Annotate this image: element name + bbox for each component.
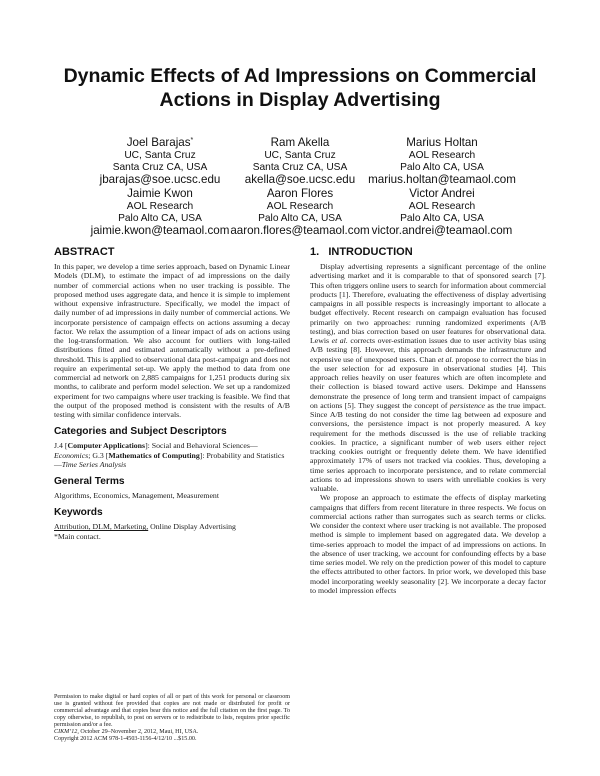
author-affiliation: AOL Research [408,201,476,212]
category-economics: Economics [54,450,89,460]
permission-notice [54,694,290,743]
introduction-heading: 1. INTRODUCTION [310,246,413,258]
author-affiliation: AOL Research [126,201,194,212]
author-affiliation: AOL Research [408,150,476,161]
paper-title [40,64,560,112]
author-location: Palo Alto CA, USA [118,212,202,224]
author-name: Jaimie Kwon [127,187,193,200]
author-email[interactable]: aaron.flores@teamaol.com [230,224,370,237]
author-name: Victor Andrei [409,187,475,200]
right-column [310,246,546,595]
author-name: Joel Barajas [126,136,191,149]
author-location: Santa Cruz CA, USA [112,161,208,173]
author-location: Palo Alto CA, USA [400,161,484,173]
category-time-series-analysis: Time Series Analysis [61,459,127,469]
permission-text: Permission to make digital or hard copies of all or part of this work for personal or classroom use is granted without fee provided that copies are not made or distributed for profit or commercial advantage and that copies bear this notice and the full citation on the first page. To copy otherwise, to republish, to post on servers or to redistribute to lists, requires prior specific permission and/or a fee. [54,694,290,729]
categories-heading: Categories and Subject Descriptors [54,426,227,438]
category-computer-applications: Computer Applications [67,441,146,451]
author-email[interactable]: jbarajas@soe.ucsc.edu [99,173,221,186]
author-name: Ram Akella [270,136,330,149]
keywords-heading: Keywords [54,507,103,519]
keywords-text: Attribution, DLM, Marketing, Online Display Advertising [54,522,236,532]
author-location: Santa Cruz CA, USA [252,161,348,173]
introduction-text [310,262,546,595]
author-affiliation: UC, Santa Cruz [124,150,196,161]
introduction-paragraph-2: We propose an approach to estimate the effects of display marketing campaigns that differs from recent literature in three respects. We focus on commercial actions rather than surrogates such as search terms or clicks. We consider the context where user tracking is not available. The proposed method is simple to implement based on aggregated data. We develop a time-series approach to model the impact of ad impressions on actions. In the absence of user tracking, we account for confounding effects by a base time series model. We rely on the prediction power of this model to capture the effects attributed to other factors. In prior work, we developed this base model incorporating weekly seasonality [2]. We incorporate a decay factor to model impression effects [310,493,546,595]
main-contact-footnote: *Main contact. [54,531,101,541]
venue-line: CIKM’12, October 29–November 2, 2012, Maui, HI, USA. [54,729,199,736]
title-line-1: Dynamic Effects of Ad Impressions on Commercial [63,65,537,87]
author-email[interactable]: jaimie.kwon@teamaol.com [90,224,230,237]
author-email[interactable]: marius.holtan@teamaol.com [368,173,516,186]
keywords-link[interactable]: Attribution, DLM, Marketing, [54,522,149,532]
author-email[interactable]: akella@soe.ucsc.edu [244,173,356,186]
abstract-text: In this paper, we develop a time series approach, based on Dynamic Linear Models (DLM), to estimate the impact of ad impressions on the daily number of commercial actions when no user tracking is possible. The proposed method uses aggregate data, and hence it is simple to implement without expensive infrastructure. Specifically, we model the impact of daily number of ad impressions in daily number of commercial actions. We incorporate persistence of campaign effects on actions assuming a decay factor. We relax the assumption of a linear impact of ads on actions using the log-transformation. We also account for outliers with long-tailed distributions fitted and estimated automatically without a pre-defined threshold. This is applied to observational data post-campaign and does not require an experimental set-up. We apply the method to data from one commercial ad network on 2,885 campaigns for 1,251 products during six months, to calibrate and perform model selection. We set up a randomized experiment for two campaigns where user tracking is feasible. We find that the output of the proposed method is consistent with the results of A/B testing with similar confidence intervals. [54,262,290,419]
categories-text: J.4 [Computer Applications]: Social and Behavioral Sciences—Economics; G.3 [Mathematics of Computing]: Probability and Statistics—Time Series Analysis [54,441,285,469]
title-line-2: Actions in Display Advertising [159,89,441,111]
author-block [352,187,532,237]
general-terms-text: Algorithms, Economics, Management, Measurement [54,491,219,500]
abstract-heading: ABSTRACT [54,246,115,258]
category-mathematics-of-computing: Mathematics of Computing [108,450,200,460]
author-location: Palo Alto CA, USA [400,212,484,224]
left-column [54,246,290,541]
main-contact-mark: * [190,137,194,144]
author-location: Palo Alto CA, USA [258,212,342,224]
introduction-paragraph-1: Display advertising represents a significant percentage of the online advertising market and it is comparable to that of sponsored search [7]. This often triggers online users to search for information about commercial products [1]. Therefore, evaluating the effectiveness of display advertising campaigns in all possible respects is increasingly important to allocate a budget effectively. Recent research on campaign evaluation has focused primarily on two approaches: running randomized experiments (A/B testing), and bias correction based on user features for observational data. Lewis et al. corrects over-estimation issues due to user activity bias using A/B testing [8]. However, this approach demands the infrastructure and expensive use of unexposed users. Chan et al. propose to correct the bias in the user selection for ad exposure in observational studies [4]. This approach relies heavily on user features which are often incomplete and their collection is biased toward active users. Dekimpe and Hanssens demonstrate the presence of long term and transient impact of campaigns on actions [5]. They suggest the concept of persistence as the true impact. Since A/B testing do not consider the time lag between ad exposure and conversions, the persistence impact is not properly measured. A key requirement for the methods discussed is the use of reliable tracking cookies. In practice, a significant number of web users either reject tracking cookies outright or frequently delete them. We have identified approximately 17% of users not tracked via cookies. Thus, developing a time series approach to incorporate persistence, and to relate commercial actions to ad impressions shown to users with unreliable cookies is very valuable. [310,262,546,493]
author-name: Aaron Flores [266,187,334,200]
author-affiliation: AOL Research [266,201,334,212]
author-name: Marius Holtan [406,136,478,149]
author-email[interactable]: victor.andrei@teamaol.com [371,224,513,237]
general-terms-heading: General Terms [54,476,125,487]
author-block [352,136,532,186]
author-affiliation: UC, Santa Cruz [264,150,336,161]
copyright-line: Copyright 2012 ACM 978-1-4503-1156-4/12/10 ...$15.00. [54,736,197,743]
